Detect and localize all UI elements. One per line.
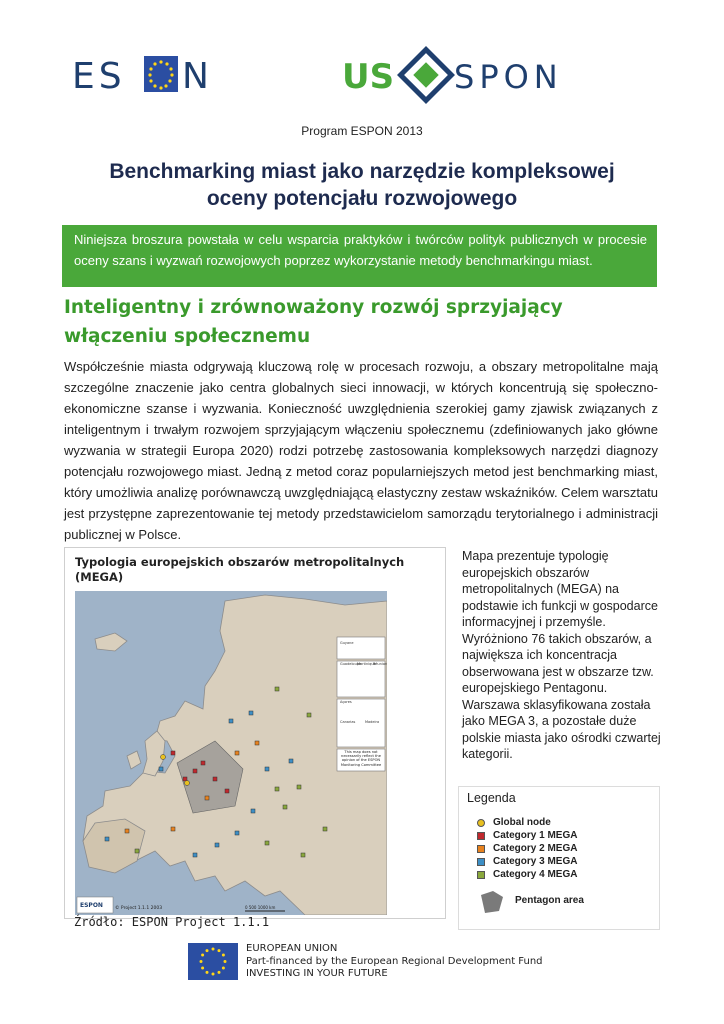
inset-label: Canarias — [340, 720, 356, 724]
category-4-marker-icon — [477, 871, 485, 879]
eu-line-1: EUROPEAN UNION — [246, 943, 338, 954]
map-source: Źródło: ESPON Project 1.1.1 — [74, 915, 270, 929]
map-disclaimer: This map does not necessarily reflect the opinion of the ESPON Monitoring Committee — [340, 750, 382, 767]
pentagon-area-icon — [477, 889, 507, 915]
inset-label: Guyane — [340, 641, 354, 645]
legend-title: Legenda — [467, 791, 516, 805]
legend-label: Category 4 MEGA — [493, 869, 578, 880]
usespon-logo — [342, 44, 582, 106]
category-3-marker-icon — [477, 858, 485, 866]
page-title — [60, 158, 664, 212]
svg-text:N: N — [182, 56, 209, 96]
map-figure — [64, 547, 446, 919]
eu-flag-icon — [188, 943, 238, 980]
eu-funding-note — [246, 943, 543, 981]
europe-map — [75, 591, 387, 915]
legend-label: Global node — [493, 817, 551, 828]
category-1-marker-icon — [477, 832, 485, 840]
title-line-1: Benchmarking miast jako narzędzie kompleksowej — [109, 160, 615, 183]
map-scale: 0 500 1000 km — [245, 905, 276, 910]
usespon-us-text: US — [342, 57, 395, 97]
map-espon-logo: ESPON — [80, 902, 103, 909]
intro-box: Niniejsza broszura powstała w celu wsparcia praktyków i twórców polityk publicznych w procesie oceny szans i wyzwań rozwojowych poprzez wykorzystanie metody benchmarkingu miast. — [62, 225, 657, 287]
legend-label: Category 1 MEGA — [493, 830, 578, 841]
espon-logo — [72, 52, 212, 96]
legend-label: Category 3 MEGA — [493, 856, 578, 867]
body-paragraph: Współcześnie miasta odgrywają kluczową rolę w procesach rozwoju, a obszary metropolitalne mają szczególne znaczenie jako centra globalnych sieci innowacji, w których koncentrują się społeczno-ekonomiczne szanse i wyzwania. Konieczność uwzględnienia szerokiej gamy zjawisk związanych z inteligentnym i trwałym rozwojem sprzyjającym włączeniu społecznemu (zdefiniowanych jako główne wyzwania w strategii Europa 2020) rodzi potrzebę zastosowania kompleksowych narzędzi diagnozy potencjału rozwojowego miast. Jedną z metod coraz popularniejszych metod jest benchmarking miast, który umożliwia analizę porównawczą uwzględniającą elastyczny zestaw wskaźników. Celem warsztatu jest przystępne zaprezentowanie tej metody przedstawicielom samorządu terytorialnego i administracji publicznej w Polsce. — [64, 359, 658, 542]
map-title: Typologia europejskich obszarów metropolitalnych (MEGA) — [75, 555, 405, 584]
legend-pentagon-label: Pentagon area — [515, 895, 584, 906]
title-line-2: oceny potencjału rozwojowego — [206, 187, 518, 210]
section-heading: Inteligentny i zrównoważony rozwój sprzyjający włączeniu społecznemu — [64, 297, 563, 347]
usespon-spon-text: SPON — [454, 58, 563, 96]
legend-label: Category 2 MEGA — [493, 843, 578, 854]
map-legend — [458, 786, 660, 930]
espon-logo-graphic — [72, 52, 212, 96]
inset-label: Martinique — [357, 662, 376, 666]
map-description: Mapa prezentuje typologię europejskich obszarów metropolitalnych (MEGA) na podstawie ich funkcji w gospodarce informacyjnej i przemyśle. Wyróżniono 76 takich obszarów, a największa ich koncentracja obserwowana jest w obszarze tzw. europejskiego Pentagonu. Warszawa sklasyfikowana została jako MEGA 3, a pozostałe duże polskie miasta jako ośrodki czwartej kategorii. — [462, 549, 661, 761]
program-label: Program ESPON 2013 — [301, 124, 423, 138]
inset-label: Açores — [340, 700, 352, 704]
eu-line-3: INVESTING IN YOUR FUTURE — [246, 968, 388, 979]
usespon-logo-graphic — [342, 44, 582, 106]
inset-label: Madeira — [365, 720, 380, 724]
inset-label: Réunion — [373, 662, 387, 666]
category-2-marker-icon — [477, 845, 485, 853]
eu-line-2: Part-financed by the European Regional Development Fund — [246, 955, 543, 967]
map-copyright: © Project 1.1.1 2003 — [115, 906, 163, 911]
global-node-marker-icon — [477, 819, 485, 827]
inset-label: Guadeloupe — [340, 662, 362, 666]
svg-text:ES: ES — [72, 56, 126, 96]
